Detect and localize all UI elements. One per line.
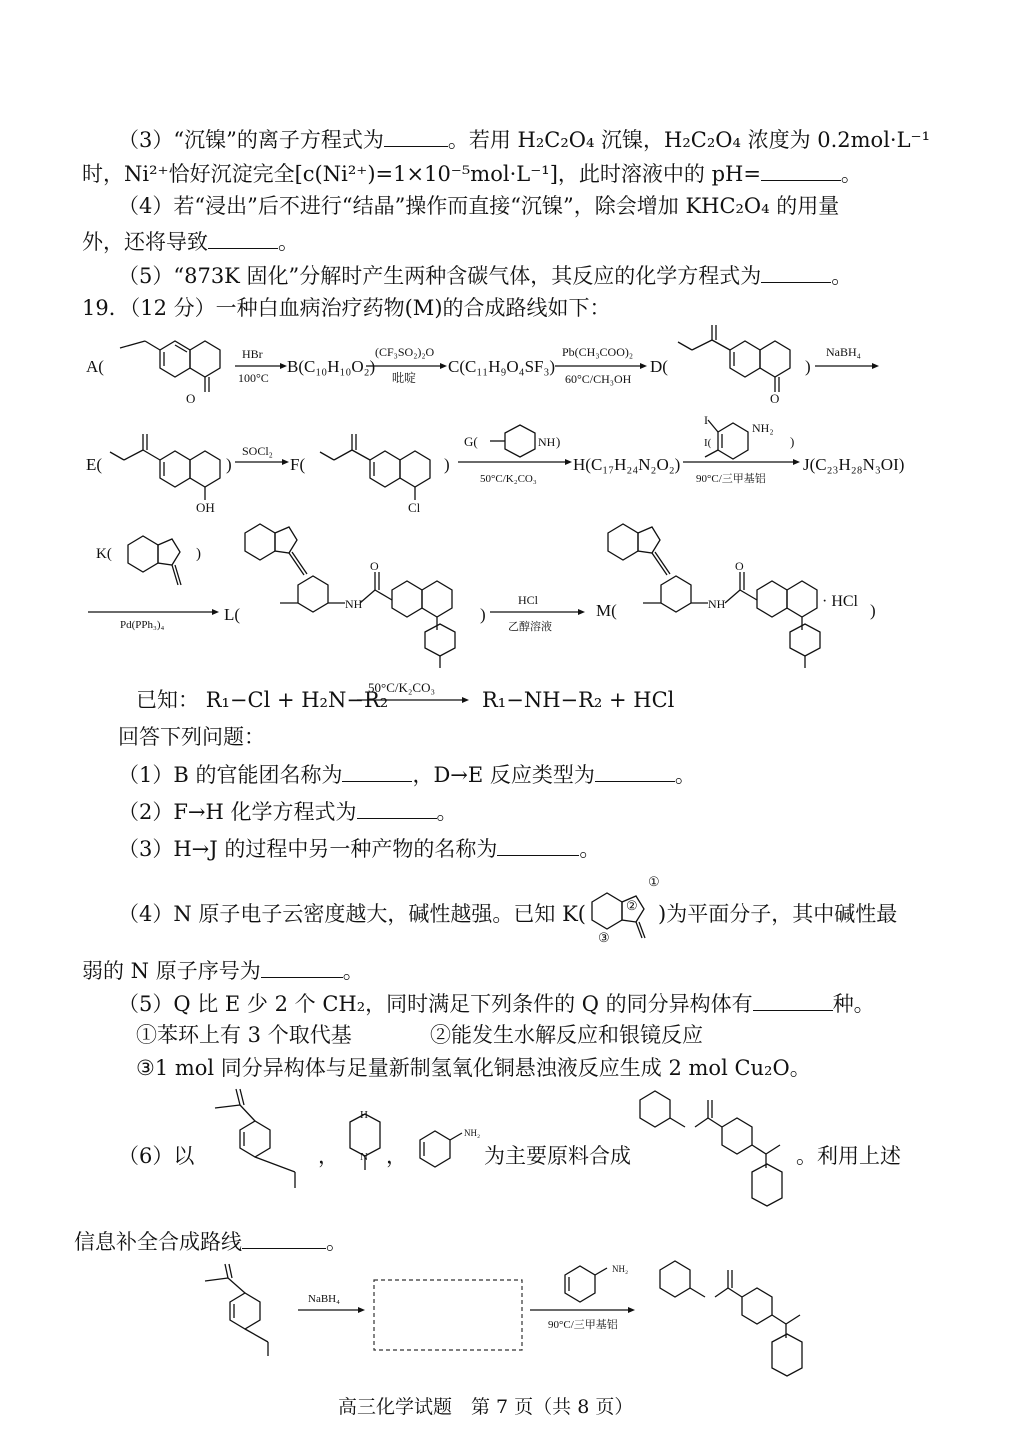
structure-F <box>320 434 430 500</box>
structure-ketoester <box>215 1089 295 1188</box>
text: ， <box>318 1144 339 1168</box>
cond-90C: 90°C/三甲基铝 <box>696 473 766 485</box>
label-C: C(C₁₁H₉O₄SF₃) <box>448 357 556 376</box>
structure-aniline <box>420 1131 462 1167</box>
text: 。 <box>342 959 364 983</box>
answer-blank[interactable] <box>261 959 343 978</box>
page-footer: 高三化学试题 第 7 页（共 8 页） <box>338 1396 634 1418</box>
structure-G-piperazine <box>490 425 535 457</box>
q19-6-a <box>118 1146 194 1167</box>
text: 外，还将导致 <box>82 230 208 254</box>
text: （2）F→H 化学方程式为 <box>118 800 357 824</box>
structure-E <box>110 434 220 500</box>
label-close: ) <box>196 546 201 562</box>
q19-2 <box>118 800 458 823</box>
route-cond-NaBH4: NaBH₄ <box>308 1293 340 1305</box>
label-M: M( <box>596 601 617 620</box>
cond-Tf2O: (CF₃SO₂)₂O <box>375 345 435 359</box>
text: 。 <box>326 1230 347 1254</box>
q19-4-line2 <box>82 959 364 982</box>
answer-blank[interactable] <box>753 992 833 1011</box>
label-close: ) <box>790 434 795 449</box>
answer-blank[interactable] <box>242 1230 326 1249</box>
text: ②能发生水解反应和银镜反应 <box>430 1023 703 1047</box>
q19-3 <box>118 837 600 860</box>
q19-5 <box>118 992 875 1015</box>
label-close: ) <box>556 434 561 449</box>
text: 已知： <box>136 688 199 712</box>
answer-blank[interactable] <box>595 763 675 782</box>
label-O2: O <box>770 391 780 406</box>
text: （5）“873K 固化”分解时产生两种含碳气体，其反应的化学方程式为 <box>118 264 762 288</box>
q19-6-b <box>484 1146 631 1167</box>
label-N: N <box>360 1151 368 1163</box>
q19-1 <box>118 763 696 786</box>
structure-K <box>128 536 181 585</box>
label-I-atom: I <box>704 413 708 427</box>
structure-M <box>608 524 820 668</box>
k-label-2: ② <box>626 898 638 913</box>
answer-blank[interactable] <box>497 837 579 856</box>
known-right <box>482 690 674 711</box>
structure-target <box>640 1091 782 1206</box>
text: ③1 mol 同分异构体与足量新制氢氧化铜悬浊液反应生成 2 mol Cu₂O。 <box>136 1056 811 1080</box>
label-E: E( <box>86 455 103 474</box>
text: （1）B 的官能团名称为 <box>118 763 343 787</box>
label-Cl: Cl <box>408 500 421 515</box>
text: 。 <box>674 763 696 787</box>
cond-100C: 100°C <box>238 371 269 385</box>
structure-L <box>245 524 455 668</box>
text: 种。 <box>832 992 875 1016</box>
label-O: O <box>735 559 744 573</box>
condition-3 <box>136 1058 811 1079</box>
text: 。若用 H₂C₂O₄ 沉镍，H₂C₂O₄ 浓度为 0.2mol·L⁻¹ <box>447 128 931 152</box>
k-label-3: ③ <box>598 930 610 945</box>
q19-6-comma1 <box>318 1146 339 1167</box>
label-H: H(C₁₇H₂₄N₂O₂) <box>573 455 681 474</box>
label-close: ) <box>480 605 486 624</box>
label-O: O <box>370 559 379 573</box>
text: 。 <box>278 230 299 254</box>
text: 回答下列问题： <box>118 725 265 749</box>
q19-6-d <box>74 1230 347 1253</box>
text: 19．（12 分）一种白血病治疗药物(M)的合成路线如下： <box>82 296 611 320</box>
cond-50C: 50°C/K₂CO₃ <box>480 473 537 485</box>
text: 。利用上述 <box>796 1144 901 1168</box>
text: ， <box>386 1144 407 1168</box>
q19-4-line1b <box>658 904 897 925</box>
label-OH: OH <box>196 500 215 515</box>
route-NH2: NH₂ <box>612 1264 629 1274</box>
text: 。 <box>840 162 862 186</box>
text: R₁−Cl + H₂N−R₂ <box>205 688 389 712</box>
text: )为平面分子，其中碱性最 <box>658 902 898 926</box>
condition-1 <box>136 1025 352 1046</box>
label-D: D( <box>650 357 668 376</box>
label-K: K( <box>96 546 112 562</box>
cond-60C: 60°C/CH₃OH <box>565 372 632 386</box>
cond-HBr: HBr <box>242 347 263 361</box>
cond-SOCl2: SOCl₂ <box>242 444 273 458</box>
text: （3）H→J 的过程中另一种产物的名称为 <box>118 837 498 861</box>
text: R₁−NH−R₂ + HCl <box>482 688 675 712</box>
label-L: L( <box>224 605 241 624</box>
cond-NaBH4: NaBH₄ <box>826 345 861 359</box>
label-close: ) <box>444 455 450 474</box>
text: ，D→E 反应类型为 <box>412 763 595 787</box>
cond-Pd: Pd(PPh₃)₄ <box>120 619 165 631</box>
answer-blank[interactable] <box>357 800 437 819</box>
text: 弱的 N 原子序号为 <box>82 959 261 983</box>
text: 信息补全合成路线 <box>74 1230 242 1254</box>
label-NH2: NH₂ <box>464 1128 481 1138</box>
text: （6）以 <box>118 1144 195 1168</box>
text: 为主要原料合成 <box>484 1144 631 1168</box>
label-G: G( <box>464 434 478 449</box>
cond-HCl: HCl <box>518 593 539 607</box>
q19-6-comma2 <box>386 1146 407 1167</box>
answer-prompt <box>118 727 265 748</box>
q19-4-line1 <box>118 904 586 925</box>
route-aniline <box>565 1266 607 1302</box>
known-line <box>136 690 388 711</box>
text: （3）“沉镍”的离子方程式为 <box>118 128 384 152</box>
structure-A <box>120 341 220 392</box>
label-B: B(C₁₀H₁₀O₂) <box>287 357 376 376</box>
label-NH: NH <box>708 597 726 611</box>
known-cond-label: 50°C/K₂CO₃ <box>368 680 435 695</box>
label-NH: NH <box>345 597 363 611</box>
route-target <box>660 1261 802 1376</box>
label-A: A( <box>86 357 104 376</box>
text: （4）N 原子电子云密度越大，碱性越强。已知 K( <box>118 902 586 926</box>
cond-pyridine: 吡啶 <box>392 371 417 385</box>
label-J: J(C₂₃H₂₈N₃OI) <box>803 455 905 474</box>
route-cond-90C: 90°C/三甲基铝 <box>548 1319 618 1331</box>
label-H: H <box>360 1109 368 1121</box>
text: （4）若“浸出”后不进行“结晶”操作而直接“沉镍”，除会增加 KHC₂O₄ 的用量 <box>118 194 840 218</box>
label-I: I( <box>704 437 712 449</box>
route-ketoester <box>205 1264 268 1356</box>
k-label-1: ① <box>648 874 660 889</box>
text: 时，Ni²⁺恰好沉淀完全[c(Ni²⁺)=1×10⁻⁵mol·L⁻¹]，此时溶液中的 pH= <box>82 162 761 186</box>
answer-box[interactable] <box>374 1280 522 1350</box>
structure-I <box>705 420 748 459</box>
label-close: ) <box>870 601 876 620</box>
condition-2 <box>430 1025 703 1046</box>
answer-blank[interactable] <box>342 763 412 782</box>
label-close: ) <box>226 455 232 474</box>
text: 。 <box>831 264 853 288</box>
cond-PbOAc: Pb(CH₃COO)₂ <box>562 345 634 359</box>
text: 。 <box>579 837 601 861</box>
text: ①苯环上有 3 个取代基 <box>136 1023 352 1047</box>
structure-D <box>678 325 790 392</box>
label-O: O <box>186 391 196 406</box>
label-NH: NH <box>538 435 556 449</box>
label-HCl-salt: · HCl <box>822 593 858 610</box>
label-close: ) <box>805 357 811 376</box>
label-NH2: NH₂ <box>752 421 774 435</box>
text: （5）Q 比 E 少 2 个 CH₂，同时满足下列条件的 Q 的同分异构体有 <box>118 992 753 1016</box>
text: 。 <box>436 800 458 824</box>
q19-6-c <box>796 1146 901 1167</box>
cond-ethanol: 乙醇溶液 <box>508 621 552 633</box>
label-F: F( <box>290 455 306 474</box>
